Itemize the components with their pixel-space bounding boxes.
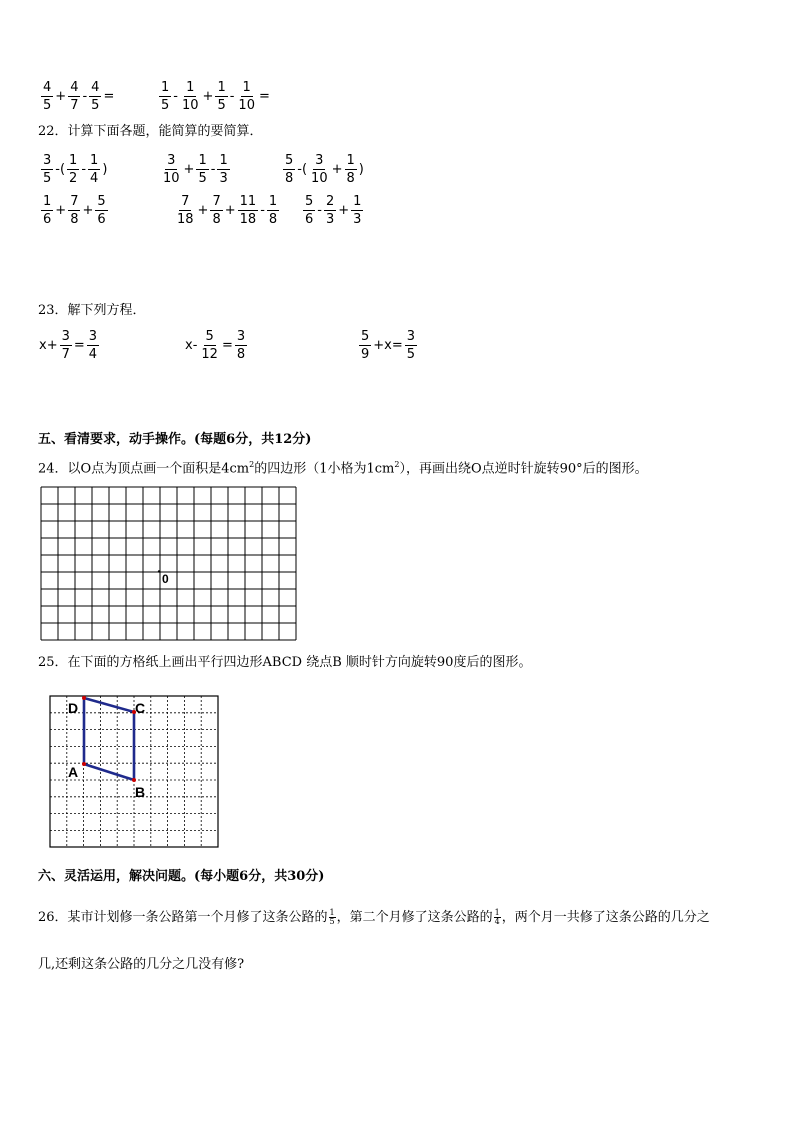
denominator: 6 — [97, 212, 106, 227]
denominator: 7 — [70, 98, 79, 113]
numerator: 3 — [167, 153, 176, 168]
numerator: 5 — [361, 329, 370, 344]
question-25-text: 25．在下面的方格纸上画出平行四边形ABCD 绕点B 顺时针方向旋转90度后的图形。 — [38, 655, 532, 670]
numerator: 3 — [406, 329, 416, 344]
question-24-text: 24．以O点为顶点画一个面积是$4cm^2$的四边形（1小格为$1cm^2$），再画出绕O点逆时针旋转90°后的图形。 — [38, 460, 648, 477]
numerator: 1 — [69, 153, 78, 168]
numerator: 11 — [239, 194, 257, 209]
denominator: 6 — [305, 212, 314, 227]
operator: = — [103, 89, 115, 104]
denominator: 8 — [212, 212, 221, 227]
denominator: 10 — [163, 171, 180, 186]
expression — [174, 194, 280, 227]
operator: +x= — [373, 338, 403, 353]
numerator: 7 — [70, 194, 79, 209]
question-22-title: 22．计算下面各题，能简算的要简算． — [38, 124, 263, 139]
operator: + — [224, 203, 236, 218]
operator: + — [82, 203, 94, 218]
denominator: 4 — [90, 171, 99, 186]
fraction — [236, 80, 257, 113]
expression — [40, 153, 108, 186]
fraction — [235, 329, 247, 362]
expression — [282, 153, 365, 186]
fraction — [267, 194, 279, 227]
operator: + — [55, 203, 67, 218]
fraction — [161, 153, 182, 186]
question-26-line-2: 几,还剩这条公路的几分之几没有修? — [38, 957, 245, 972]
denominator: 5 — [161, 98, 170, 113]
fraction — [87, 329, 99, 362]
expression — [184, 329, 248, 362]
numerator: 1 — [346, 153, 355, 168]
denominator: 5 — [91, 98, 100, 113]
vertex-d — [82, 696, 86, 700]
fraction — [345, 153, 357, 186]
denominator: 6 — [43, 212, 52, 227]
numerator: 3 — [61, 329, 70, 344]
numerator: 5 — [305, 194, 314, 209]
vertex-b — [132, 778, 136, 782]
fraction — [324, 194, 336, 227]
expression — [40, 194, 109, 227]
numerator: 4 — [70, 80, 79, 95]
denominator: 10 — [181, 98, 199, 113]
fraction: $\frac{1}{4}$ — [494, 908, 500, 926]
operator: x- — [185, 338, 198, 353]
numerator: 2 — [325, 194, 335, 209]
denominator: 10 — [311, 171, 328, 186]
numerator: 7 — [181, 194, 190, 209]
denominator: 2 — [69, 171, 78, 186]
numerator: 4 — [43, 80, 52, 95]
section-5-title: 五、看清要求，动手操作。(每题6分，共12分) — [38, 432, 312, 447]
fraction — [196, 153, 208, 186]
vertex-a — [82, 762, 86, 766]
fraction — [41, 153, 53, 186]
fraction — [215, 80, 227, 113]
numerator: 1 — [353, 194, 362, 209]
fraction — [405, 329, 417, 362]
operator: - — [229, 89, 235, 104]
denominator: 5 — [43, 171, 52, 186]
numerator: 7 — [212, 194, 221, 209]
fraction — [95, 194, 107, 227]
fraction — [217, 153, 229, 186]
fraction — [88, 153, 100, 186]
numerator: 1 — [217, 80, 226, 95]
expression — [358, 329, 418, 362]
label-a: A — [68, 764, 79, 780]
numerator: 1 — [242, 80, 251, 95]
denominator: 8 — [268, 212, 278, 227]
denominator: 3 — [353, 212, 362, 227]
denominator: 18 — [177, 212, 194, 227]
numerator: 3 — [315, 153, 324, 168]
expression — [40, 80, 115, 113]
numerator: 3 — [88, 329, 98, 344]
fraction — [180, 80, 201, 113]
operator: - — [260, 203, 265, 218]
operator: = — [73, 338, 85, 353]
fraction — [89, 80, 101, 113]
fraction — [309, 153, 330, 186]
denominator: 8 — [236, 347, 246, 362]
section-6-title: 六、灵活运用，解决问题。(每小题6分，共30分) — [38, 869, 325, 884]
fraction — [210, 194, 222, 227]
operator: + — [202, 89, 214, 104]
fraction — [41, 80, 53, 113]
operator: - — [82, 89, 88, 104]
label-c: C — [135, 700, 146, 716]
denominator: 12 — [201, 347, 218, 362]
fraction — [283, 153, 295, 186]
operator: x+ — [39, 338, 58, 353]
fraction — [359, 329, 371, 362]
label-d: D — [68, 700, 79, 716]
denominator: 7 — [61, 347, 70, 362]
expression — [160, 153, 231, 186]
dotted-grid-paper[interactable] — [48, 694, 222, 850]
fraction: $\frac{1}{5}$ — [329, 908, 335, 926]
operator: -( — [55, 162, 66, 177]
point-o — [158, 570, 160, 572]
numerator: 3 — [236, 329, 246, 344]
numerator: 1 — [161, 80, 170, 95]
operator: + — [338, 203, 350, 218]
operator: + — [331, 162, 343, 177]
numerator: 1 — [219, 153, 228, 168]
operator: = — [221, 338, 233, 353]
numerator: 5 — [205, 329, 214, 344]
denominator: 18 — [239, 212, 257, 227]
denominator: 8 — [285, 171, 294, 186]
operator: - — [173, 89, 178, 104]
numerator: 1 — [43, 194, 52, 209]
operator: ) — [102, 162, 108, 177]
numerator: 4 — [91, 80, 100, 95]
operator: + — [183, 162, 195, 177]
denominator: 3 — [219, 171, 228, 186]
denominator: 5 — [43, 98, 52, 113]
denominator: 5 — [198, 171, 207, 186]
parallelogram-abcd — [84, 698, 134, 780]
expression — [158, 80, 271, 113]
numerator: 5 — [285, 153, 294, 168]
numerator: 1 — [198, 153, 207, 168]
denominator: 5 — [217, 98, 226, 113]
square-grid[interactable] — [38, 484, 302, 644]
operator: - — [317, 203, 322, 218]
numerator: 5 — [97, 194, 106, 209]
operator: + — [197, 203, 209, 218]
fraction — [41, 194, 53, 227]
denominator: 5 — [406, 347, 416, 362]
denominator: 9 — [361, 347, 370, 362]
numerator: 1 — [268, 194, 278, 209]
operator: - — [81, 162, 87, 177]
fraction — [199, 329, 220, 362]
operator: - — [210, 162, 216, 177]
expression — [302, 194, 364, 227]
operator: -( — [297, 162, 308, 177]
numerator: 1 — [186, 80, 195, 95]
fraction — [175, 194, 196, 227]
fraction — [303, 194, 315, 227]
question-23-title: 23．解下列方程． — [38, 303, 146, 318]
fraction — [351, 194, 363, 227]
numerator: 3 — [43, 153, 52, 168]
numerator: 1 — [90, 153, 99, 168]
fraction — [238, 194, 259, 227]
operator: + — [55, 89, 67, 104]
denominator: 8 — [346, 171, 355, 186]
denominator: 8 — [70, 212, 79, 227]
fraction — [159, 80, 171, 113]
fraction — [60, 329, 72, 362]
operator: ) — [358, 162, 364, 177]
denominator: 4 — [88, 347, 98, 362]
point-o-label: 0 — [162, 572, 169, 586]
expression — [38, 329, 100, 362]
denominator: 10 — [238, 98, 255, 113]
operator: = — [258, 89, 270, 104]
denominator: 3 — [325, 212, 335, 227]
fraction — [68, 80, 80, 113]
fraction — [67, 153, 79, 186]
question-26-line-1: 26．某市计划修一条公路第一个月修了这条公路的 $\frac{1}{5}$ ，第二个月修了这条公路的 $\frac{1}{4}$ ，两个月一共修了这条公路的几分之 — [38, 908, 710, 926]
fraction — [68, 194, 80, 227]
label-b: B — [135, 784, 146, 800]
